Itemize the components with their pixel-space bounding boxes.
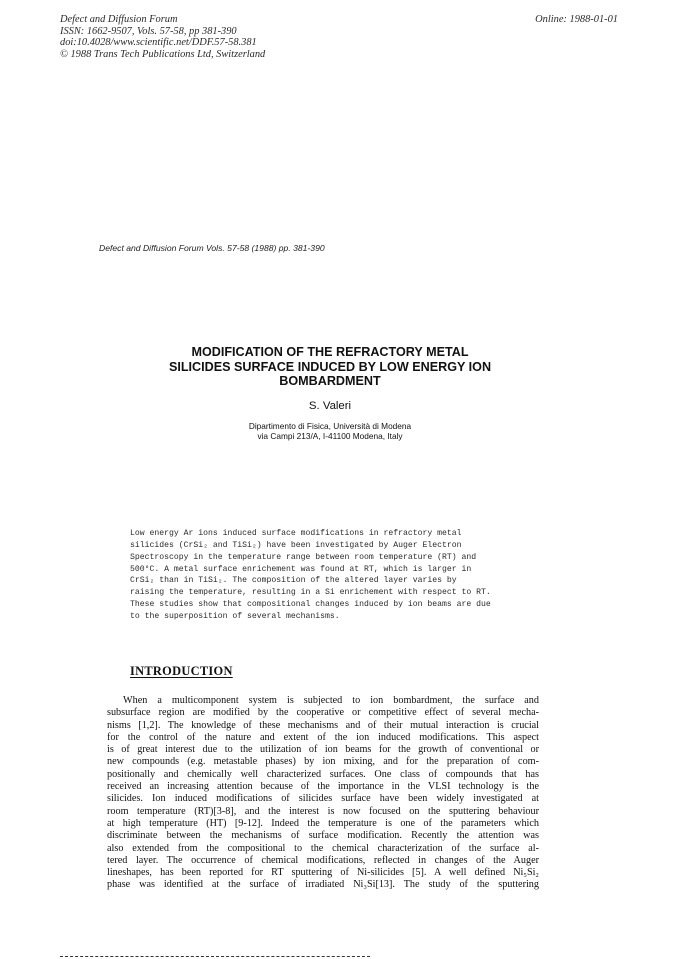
abstract-line: Low energy Ar ions induced surface modifications in refractory metal — [130, 529, 462, 538]
abstract-line: These studies show that compositional changes induced by ion beams are due — [130, 600, 491, 610]
footnote-rule — [60, 956, 370, 957]
body-line: room temperature (RT)[3-8], and the interest is now focused on the sputtering behaviour — [107, 805, 539, 817]
abstract-line: raising the temperature, resulting in a Si enrichement with respect to RT. — [130, 588, 491, 598]
body-line: silicides. Ion induced modifications of silicides surface have been widely investigated at — [107, 793, 539, 805]
body-line: When a multicomponent system is subjected to ion bombardment, the surface and — [123, 695, 539, 706]
section-heading: INTRODUCTION — [130, 664, 233, 678]
body-line: nisms [1,2]. The knowledge of these mechanisms and of their mutual interaction is crucial — [107, 719, 539, 731]
body-line: received an increasing attention because of the importance in the VLSI technology is the — [107, 781, 539, 793]
publication-header — [60, 14, 265, 60]
doi-link[interactable]: doi:10.4028/www.scientific.net/DDF.57-58.381 — [60, 37, 257, 49]
body-line: for the control of the nature and extent of the ion induced modifications. This aspect — [107, 731, 539, 743]
body-line: phase was identified at the surface of irradiated Ni₃Si[13]. The study of the sputtering — [107, 879, 539, 891]
body-line: also extended from the compositional to the chemical characterization of the surface al- — [107, 842, 539, 854]
body-line: at high temperature (HT) [9-12]. Indeed the temperature is one of the parameters which — [107, 817, 539, 829]
body-line: discriminate between the mechanisms of surface modification. Recently the attention was — [107, 830, 539, 842]
affiliation-line: Dipartimento di Fisica, Università di Modena — [248, 421, 412, 431]
author-name: S. Valeri — [308, 400, 352, 412]
body-line: positionally and chemically well characterized surfaces. One class of compounds that has — [107, 768, 539, 780]
introduction-body — [107, 695, 539, 892]
affiliation — [120, 421, 540, 442]
issn-line: ISSN: 1662-9507, Vols. 57-58, pp 381-390 — [60, 25, 237, 37]
abstract-line: to the superposition of several mechanisms. — [130, 611, 340, 621]
body-line: lineshapes, has been reported for RT sputtering of Ni-silicides [5]. A well defined Ni₅Si₂ — [107, 867, 539, 879]
body-line: subsurface region are modified by the cooperative or competitive effect of several mecha- — [107, 707, 539, 719]
body-line: tered layer. The occurrence of chemical modifications, reflected in changes of the Auger — [107, 854, 539, 866]
online-date: Online: 1988-01-01 — [535, 14, 618, 25]
body-line: is of great interest due to the utilization of ion beams for the growth of conventional or — [107, 744, 539, 756]
abstract-line: Spectroscopy in the temperature range between room temperature (RT) and — [130, 552, 477, 562]
journal-reference: Defect and Diffusion Forum Vols. 57-58 (1988) pp. 381-390 — [99, 243, 325, 253]
journal-name: Defect and Diffusion Forum — [60, 14, 178, 25]
paper-title — [120, 345, 540, 389]
title-line: BOMBARDMENT — [279, 374, 381, 389]
copyright-line: © 1988 Trans Tech Publications Ltd, Switzerland — [60, 48, 266, 60]
affiliation-line: via Campi 213/A, I-41100 Modena, Italy — [257, 431, 403, 442]
title-line: SILICIDES SURFACE INDUCED BY LOW ENERGY ION — [168, 359, 492, 374]
title-line: MODIFICATION OF THE REFRACTORY METAL — [191, 345, 469, 359]
abstract-line: 500°C. A metal surface enrichement was found at RT, which is larger in — [130, 564, 472, 574]
body-line: new compounds (e.g. metastable phases) by ion mixing, and for the preparation of com- — [107, 756, 539, 768]
abstract-line: silicides (CrSi₂ and TiSi₂) have been investigated by Auger Electron — [130, 540, 462, 550]
abstract-line: CrSi₂ than in TiSi₂. The composition of the altered layer varies by — [130, 576, 457, 586]
abstract — [130, 528, 491, 623]
